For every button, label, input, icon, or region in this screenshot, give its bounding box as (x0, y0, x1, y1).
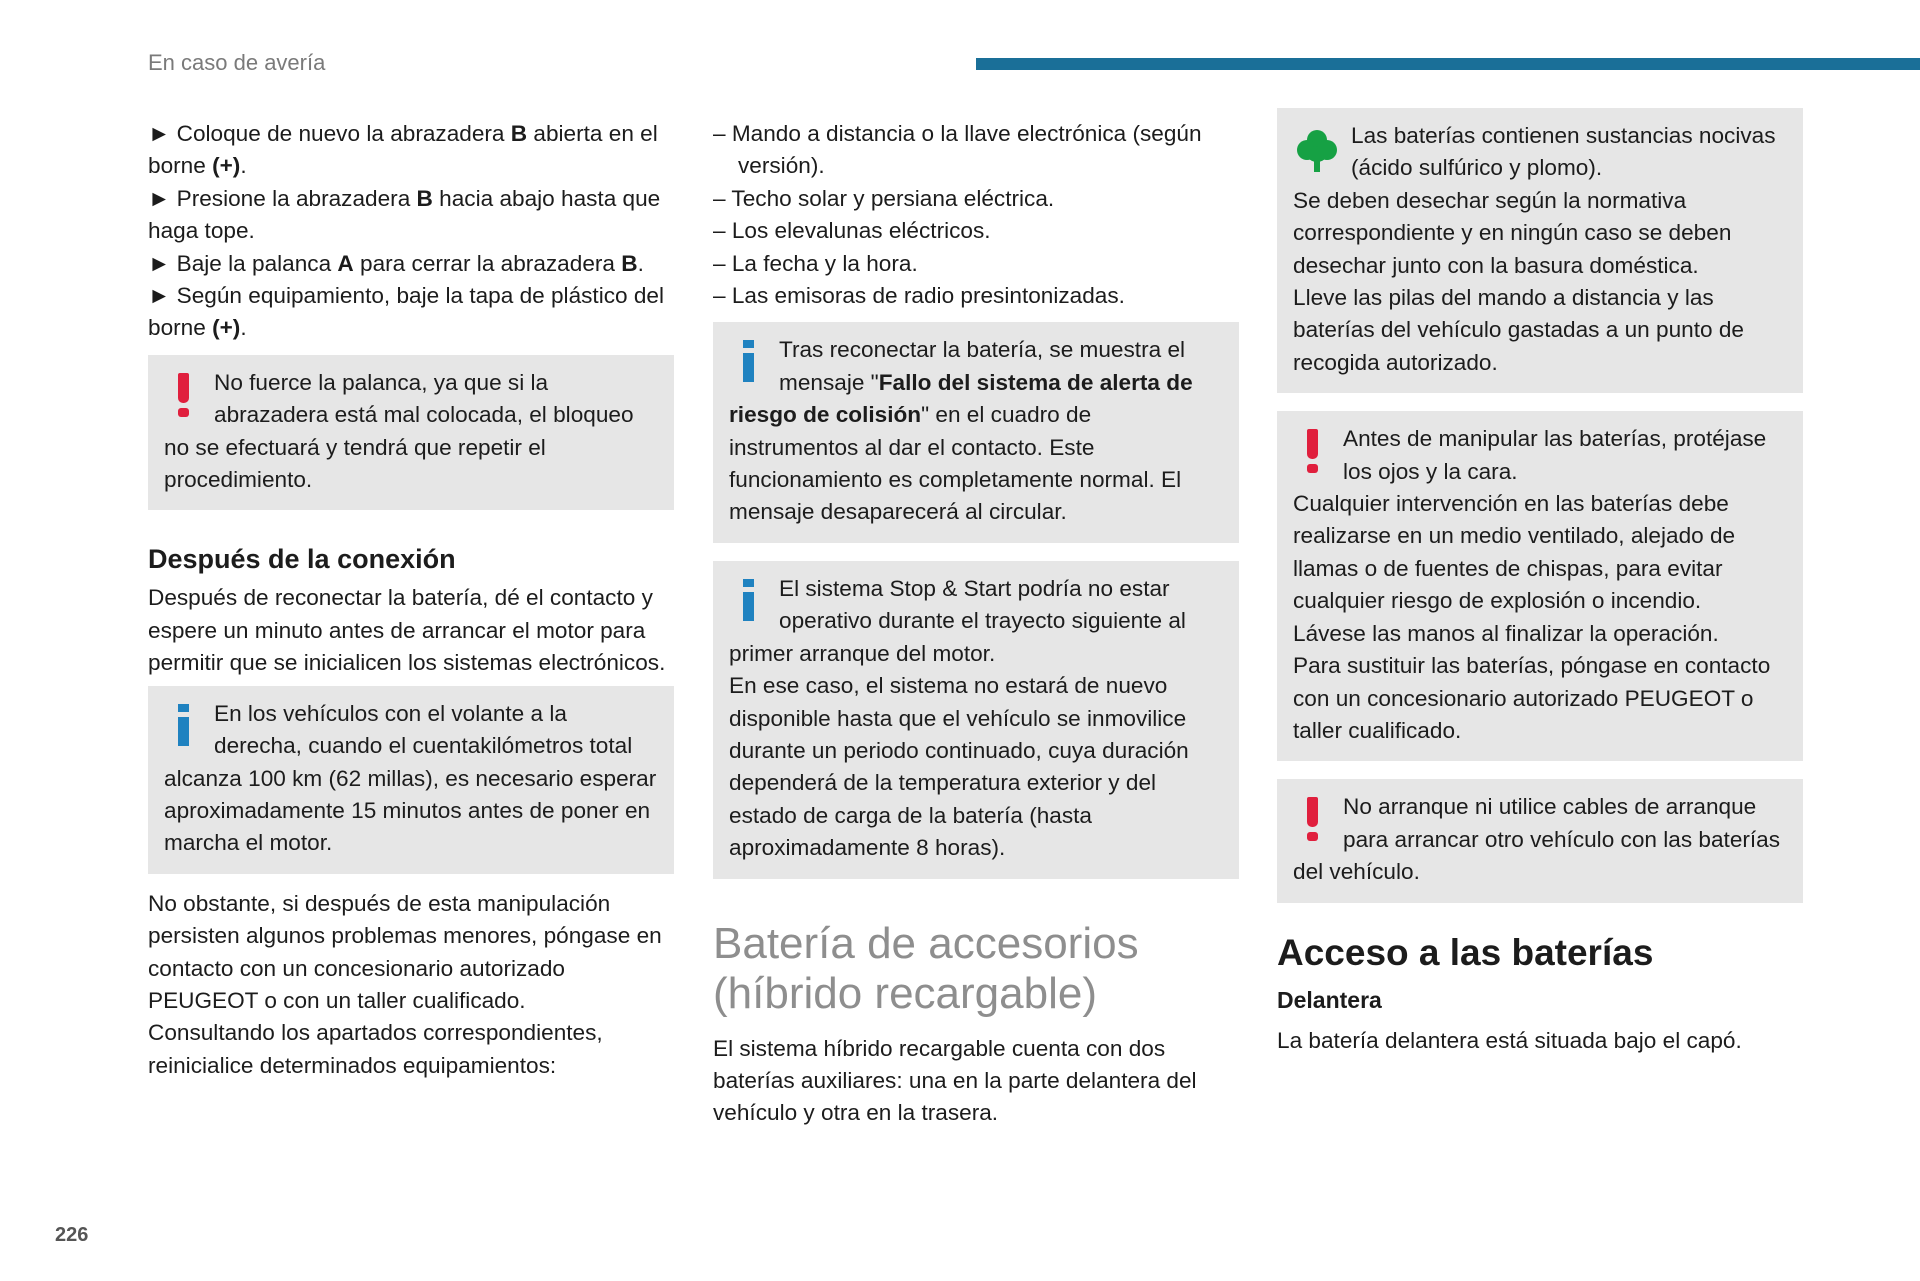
eco-text-3: Lleve las pilas del mando a distancia y las baterías del vehículo gastadas a un punto de recogida autorizado. (1293, 285, 1744, 375)
info-icon (164, 698, 214, 754)
list-item: – Los elevalunas eléctricos. (713, 218, 991, 244)
warning-box-jump-start (1277, 779, 1803, 902)
page-number: 226 (55, 1224, 89, 1246)
eco-text: Las baterías contienen sustancias nocivas (ácido sulfúrico y plomo). (1351, 123, 1776, 181)
closing-paragraph-2: Consultando los apartados correspondientes, reinicialice determinados equipamientos: (148, 1020, 603, 1078)
front-subtitle: Delantera (1277, 986, 1382, 1013)
info-icon (729, 334, 779, 390)
section-paragraph: Después de reconectar la batería, dé el contacto y espere un minuto antes de arrancar el motor para permitir que se inicialicen los sistemas electrónicos. (148, 585, 666, 676)
page-section-title: En caso de avería (148, 50, 326, 75)
column-1 (148, 118, 674, 1082)
column-2 (713, 118, 1239, 1130)
column-3 (1277, 118, 1803, 1057)
warning-icon (1293, 423, 1343, 479)
step-1: ► Coloque de nuevo la abrazadera B abierta en el borne (+). (148, 121, 658, 179)
warning-text: No arranque ni utilice cables de arranque para arrancar otro vehículo con las baterías del vehículo. (1293, 794, 1781, 885)
battery-access-title: Acceso a las baterías (1277, 931, 1654, 973)
warning-text-3: Lávese las manos al finalizar la operación. (1293, 620, 1719, 646)
step-4: ► Según equipamiento, baje la tapa de plástico del borne (+). (148, 283, 665, 341)
title-line-1: Batería de accesorios (713, 918, 1139, 968)
eco-text-2: Se deben desechar según la normativa correspondiente y en ningún caso se deben desechar junto con la basura doméstica. (1293, 187, 1732, 278)
info-text-2: En ese caso, el sistema no estará de nuevo disponible hasta que el vehículo se inmovilice durante un periodo continuado, cuya duración dependerá de la temperatura exterior y del estado de carga de la batería (hasta aproximadamente 8 horas). (729, 673, 1189, 861)
info-text: En los vehículos con el volante a la derecha, cuando el cuentakilómetros total alcanza 100 km (62 millas), es necesario esperar aproximadamente 15 minutos antes de poner en marcha el motor. (164, 700, 657, 856)
accessory-battery-text: El sistema híbrido recargable cuenta con dos baterías auxiliares: una en la parte delantera del vehículo y otra en la trasera. (713, 1035, 1197, 1126)
warning-icon (1293, 791, 1343, 847)
warning-text-2: Cualquier intervención en las baterías debe realizarse en un medio ventilado, alejado de llamas o de fuentes de chispas, para evitar cualquier riesgo de explosión o incendio. (1293, 491, 1736, 614)
header-accent-bar (976, 58, 1920, 70)
list-item: – Techo solar y persiana eléctrica. (713, 185, 1055, 211)
eco-box-disposal (1277, 108, 1803, 393)
list-item: – La fecha y la hora. (713, 250, 918, 276)
list-item: – Mando a distancia o la llave electrónica (según versión). (713, 121, 1202, 179)
warning-box-lever (148, 355, 674, 511)
recycle-tree-icon (1293, 120, 1351, 178)
info-icon (729, 573, 779, 629)
warning-box-handling (1277, 411, 1803, 761)
info-text: El sistema Stop & Start podría no estar operativo durante el trayecto siguiente al primer arranque del motor. (729, 575, 1186, 666)
info-text: Tras reconectar la batería, se muestra el mensaje "Fallo del sistema de alerta de riesgo de colisión" en el cuadro de instrumentos al dar el contacto. Este funcionamiento es completamente normal. El mensaje desaparecerá al circular. (729, 337, 1193, 525)
list-item: – Las emisoras de radio presintonizadas. (713, 283, 1125, 309)
warning-text: No fuerce la palanca, ya que si la abrazadera está mal colocada, el bloqueo no se efectuará y tendrá que repetir el procedimiento. (164, 369, 634, 493)
info-box-right-hand-drive (148, 686, 674, 874)
warning-icon (164, 367, 214, 423)
warning-text: Antes de manipular las baterías, protéjase los ojos y la cara. (1343, 426, 1767, 484)
closing-paragraph: No obstante, si después de esta manipulación persisten algunos problemas menores, póngase en contacto con un concesionario autorizado PEUGEOT o con un taller cualificado. (148, 890, 662, 1013)
accessory-battery-title (713, 919, 1239, 1019)
step-2: ► Presione la abrazadera B hacia abajo hasta que haga tope. (148, 185, 661, 244)
step-3: ► Baje la palanca A para cerrar la abrazadera B. (148, 250, 644, 276)
title-line-2: (híbrido recargable) (713, 968, 1097, 1018)
info-box-stop-start (713, 561, 1239, 879)
front-battery-text: La batería delantera está situada bajo el capó. (1277, 1027, 1742, 1053)
section-heading: Después de la conexión (148, 544, 456, 575)
warning-text-4: Para sustituir las baterías, póngase en contacto con un concesionario autorizado PEUGEOT o taller cualificado. (1293, 653, 1771, 743)
info-box-collision-alert (713, 322, 1239, 542)
